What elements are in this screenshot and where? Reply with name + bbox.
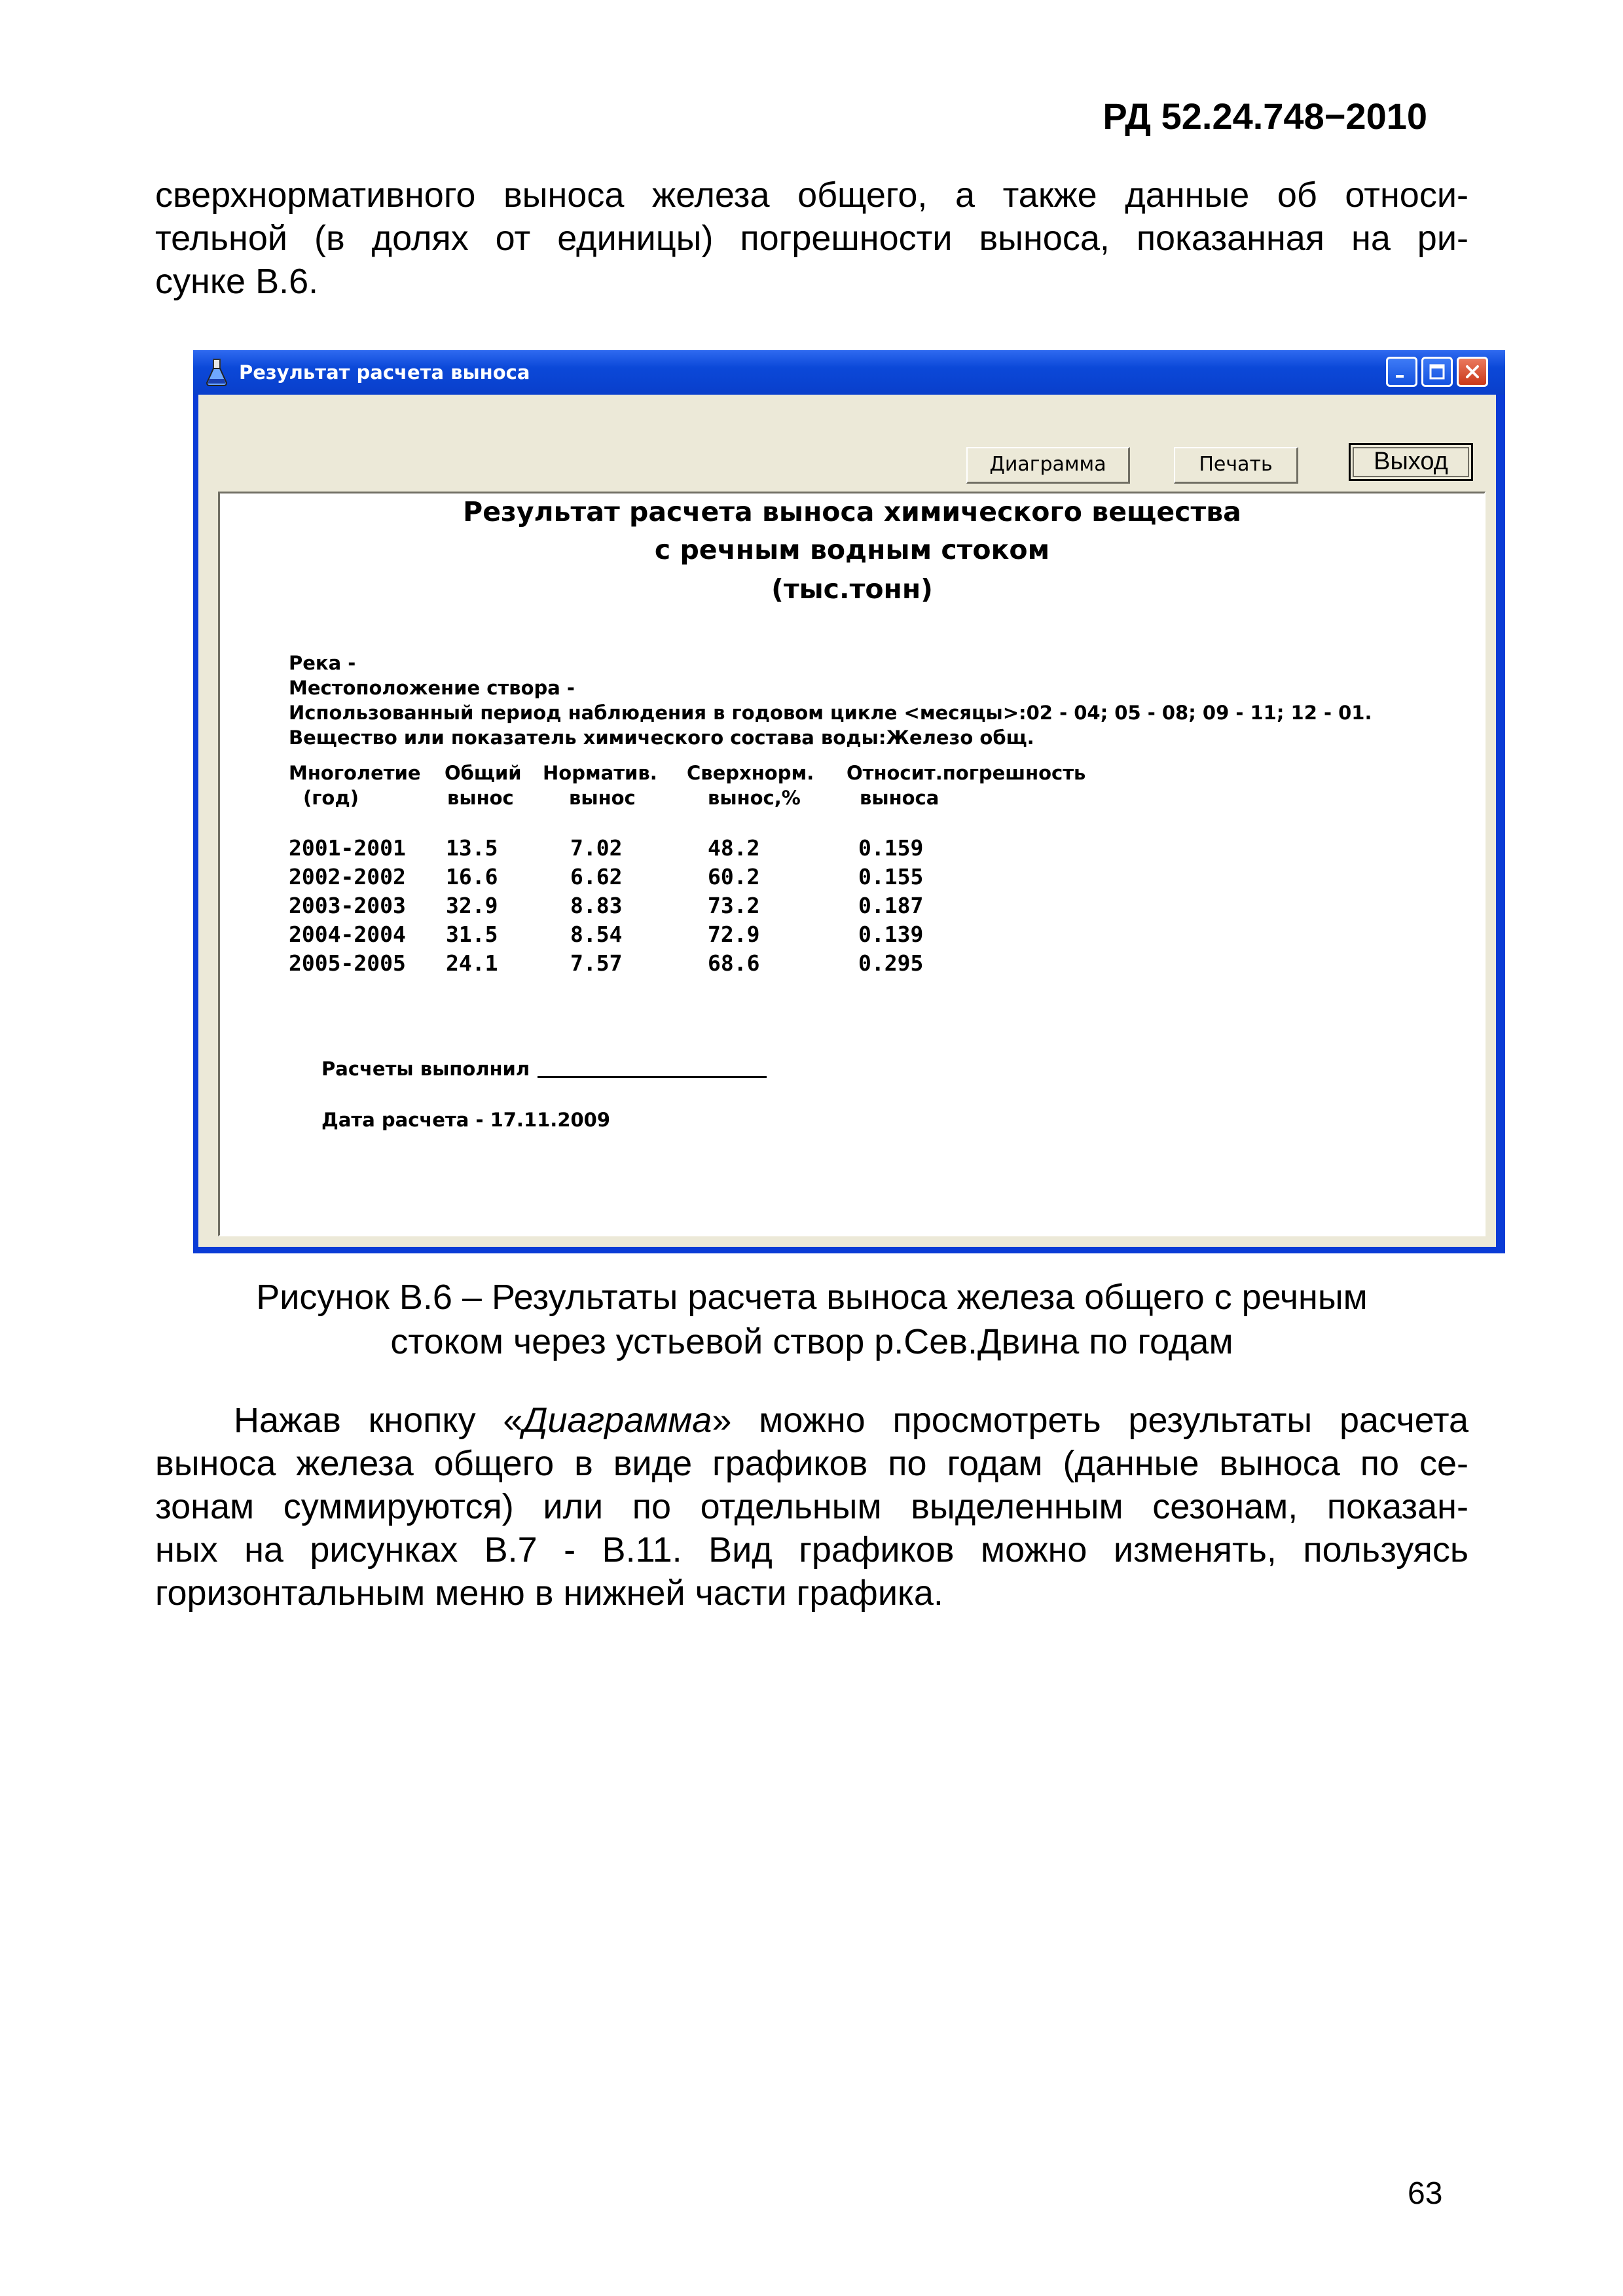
cell-error: 0.187 xyxy=(858,893,924,918)
exit-button[interactable]: Выход xyxy=(1349,443,1473,481)
col-header-excess-sub: вынос,% xyxy=(708,787,801,809)
cell-norm: 8.54 xyxy=(570,922,623,947)
cell-excess: 72.9 xyxy=(708,922,760,947)
cell-error: 0.295 xyxy=(858,950,924,976)
cell-period: 2004-2004 xyxy=(289,922,406,947)
minimize-button[interactable] xyxy=(1386,357,1417,387)
body-line xyxy=(155,1399,1468,1442)
body-text: » можно просмотреть результаты расчета xyxy=(712,1401,1468,1440)
intro-paragraph xyxy=(155,173,1468,303)
report-area[interactable] xyxy=(218,492,1486,1236)
col-header-period-sub: (год) xyxy=(303,787,359,809)
cell-norm: 6.62 xyxy=(570,864,623,889)
diagram-term: Диаграмма xyxy=(522,1401,712,1440)
results-table xyxy=(289,834,1074,978)
close-button[interactable] xyxy=(1457,357,1488,387)
cell-norm: 7.02 xyxy=(570,835,623,861)
cell-total: 16.6 xyxy=(446,864,498,889)
substance-line xyxy=(289,725,1372,750)
col-header-norm-sub: вынос xyxy=(569,787,636,809)
river-line xyxy=(289,651,1372,675)
cell-period: 2003-2003 xyxy=(289,893,406,918)
col-header-total: Общий xyxy=(445,762,522,784)
diagram-button[interactable]: Диаграмма xyxy=(966,447,1130,484)
cell-error: 0.139 xyxy=(858,922,924,947)
figure-caption xyxy=(155,1275,1468,1364)
cell-excess: 68.6 xyxy=(708,950,760,976)
result-window xyxy=(193,350,1505,1253)
minimize-icon xyxy=(1392,362,1412,382)
river-label: Река - xyxy=(289,652,356,674)
table-row xyxy=(289,863,1074,891)
table-row xyxy=(289,949,1074,978)
substance-value: Железо общ. xyxy=(886,726,1034,749)
calc-date xyxy=(321,1107,610,1132)
calc-date-value: 17.11.2009 xyxy=(490,1109,611,1131)
body-line: зонам суммируются) или по отдельным выделенным сезонам, показан- xyxy=(155,1487,1468,1526)
report-title-line: Результат расчета выноса химического вещества xyxy=(463,496,1241,528)
body-paragraph xyxy=(155,1399,1468,1615)
cell-total: 31.5 xyxy=(446,922,498,947)
window-title: Результат расчета выноса xyxy=(239,361,530,384)
body-line: выноса железа общего в виде графиков по годам (данные выноса по се- xyxy=(155,1444,1468,1483)
cell-norm: 8.83 xyxy=(570,893,623,918)
caption-line: стоком через устьевой створ р.Сев.Двина по годам xyxy=(390,1322,1233,1361)
signature-line xyxy=(538,1076,767,1078)
close-icon xyxy=(1463,362,1482,382)
col-header-error: Относит.погрешность xyxy=(847,762,1086,784)
period-line xyxy=(289,700,1372,725)
intro-line: тельной (в долях от единицы) погрешности выноса, показанная на ри- xyxy=(155,219,1468,258)
table-row xyxy=(289,920,1074,949)
cell-period: 2005-2005 xyxy=(289,950,406,976)
col-header-norm: Норматив. xyxy=(543,762,657,784)
cell-total: 13.5 xyxy=(446,835,498,861)
print-button[interactable]: Печать xyxy=(1174,447,1298,484)
cell-excess: 73.2 xyxy=(708,893,760,918)
cell-excess: 48.2 xyxy=(708,835,760,861)
report-units: (тыс.тонн) xyxy=(771,573,933,605)
cell-error: 0.159 xyxy=(858,835,924,861)
body-line: горизонтальным меню в нижней части графика. xyxy=(155,1573,943,1613)
maximize-button[interactable] xyxy=(1421,357,1453,387)
cell-total: 24.1 xyxy=(446,950,498,976)
cell-excess: 60.2 xyxy=(708,864,760,889)
col-header-excess: Сверхнорм. xyxy=(687,762,814,784)
window-client-area xyxy=(198,395,1496,1247)
substance-label: Вещество или показатель химического состава воды: xyxy=(289,726,886,749)
table-row xyxy=(289,891,1074,920)
site-label: Местоположение створа - xyxy=(289,677,575,699)
maximize-icon xyxy=(1427,362,1447,382)
intro-line: сверхнормативного выноса железа общего, а также данные об относи- xyxy=(155,175,1468,215)
period-value: 02 - 04; 05 - 08; 09 - 11; 12 - 01. xyxy=(1026,702,1372,724)
performed-by xyxy=(321,1056,767,1081)
performed-by-label: Расчеты выполнил xyxy=(321,1058,530,1080)
intro-line: сунке В.6. xyxy=(155,262,319,301)
cell-error: 0.155 xyxy=(858,864,924,889)
col-header-error-sub: выноса xyxy=(860,787,939,809)
cell-norm: 7.57 xyxy=(570,950,623,976)
cell-total: 32.9 xyxy=(446,893,498,918)
report-info xyxy=(289,651,1372,750)
flask-icon xyxy=(204,358,230,387)
page-number: 63 xyxy=(1408,2176,1443,2211)
report-title-line: с речным водным стоком xyxy=(654,534,1050,565)
cell-period: 2001-2001 xyxy=(289,835,406,861)
window-titlebar[interactable] xyxy=(193,350,1505,395)
site-line xyxy=(289,675,1372,700)
table-row xyxy=(289,834,1074,863)
caption-line: Рисунок В.6 – Результаты расчета выноса железа общего с речным xyxy=(256,1278,1368,1317)
calc-date-label: Дата расчета - xyxy=(321,1109,490,1131)
col-header-period: Многолетие xyxy=(289,762,421,784)
document-code: РД 52.24.748−2010 xyxy=(1103,96,1427,137)
body-line: ных на рисунках В.7 - В.11. Вид графиков можно изменять, пользуясь xyxy=(155,1530,1468,1570)
period-label: Использованный период наблюдения в годовом цикле <месяцы>: xyxy=(289,702,1027,724)
col-header-total-sub: вынос xyxy=(447,787,514,809)
cell-period: 2002-2002 xyxy=(289,864,406,889)
body-text: Нажав кнопку « xyxy=(234,1401,523,1440)
